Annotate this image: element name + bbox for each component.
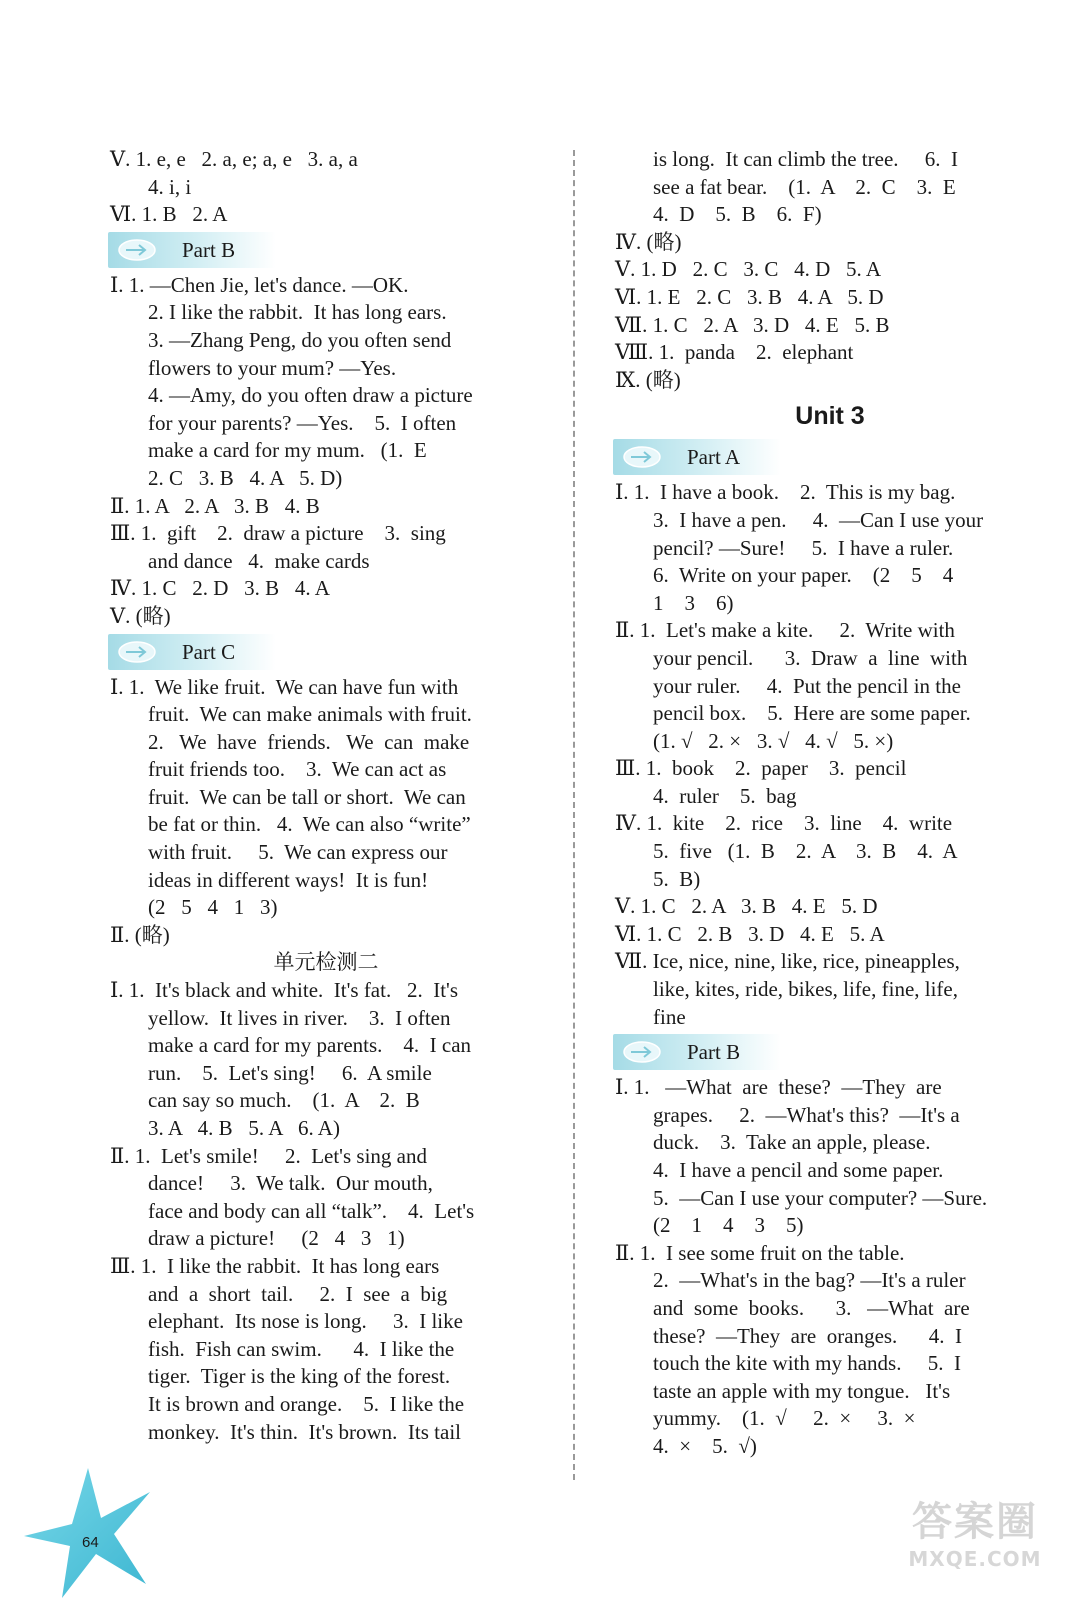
answer-line: like, kites, ride, bikes, life, fine, life,	[653, 977, 958, 1002]
answer-line: 4. D 5. B 6. F)	[653, 202, 822, 227]
answer-line: and a short tail. 2. I see a big	[148, 1281, 448, 1306]
answer-line: for your parents? —Yes. 5. I often	[148, 410, 457, 435]
answer-line: 4. —Amy, do you often draw a picture	[148, 383, 473, 408]
section-header-label: Part B	[687, 1040, 741, 1065]
answer-line: fruit. We can make animals with fruit.	[148, 702, 472, 727]
answer-line: make a card for my mum. (1. E	[148, 438, 427, 463]
answer-line: Ⅱ. (略)	[110, 922, 170, 947]
answer-line: Ⅱ. 1. Let's smile! 2. Let's sing and	[110, 1143, 427, 1168]
answer-line: (2 1 4 3 5)	[653, 1213, 804, 1238]
answer-line: Ⅳ. 1. C 2. D 3. B 4. A	[110, 576, 330, 601]
answer-line: Ⅲ. 1. book 2. paper 3. pencil	[615, 756, 907, 781]
answer-line: Ⅵ. 1. B 2. A	[110, 202, 228, 227]
unit-title: Unit 3	[795, 402, 865, 431]
section-header-part	[613, 439, 781, 475]
answer-line: Ⅷ. 1. panda 2. elephant	[615, 340, 854, 365]
answer-line: fine	[653, 1004, 686, 1029]
answer-line: 2. I like the rabbit. It has long ears.	[148, 300, 447, 325]
answer-line: dance! 3. We talk. Our mouth,	[148, 1171, 433, 1196]
section-header-label: Part C	[182, 639, 236, 664]
answer-line: see a fat bear. (1. A 2. C 3. E	[653, 174, 956, 199]
answer-line: Ⅵ. 1. E 2. C 3. B 4. A 5. D	[615, 284, 884, 309]
answer-line: these? —They are oranges. 4. I	[653, 1323, 963, 1348]
answer-line: fish. Fish can swim. 4. I like the	[148, 1336, 455, 1361]
answer-line: Ⅰ. 1. I have a book. 2. This is my bag.	[615, 480, 956, 505]
answer-line: face and body can all “talk”. 4. Let's	[148, 1198, 475, 1223]
answer-line: Ⅰ. 1. We like fruit. We can have fun with	[110, 674, 459, 699]
answer-line: (2 5 4 1 3)	[148, 895, 278, 920]
section-header-part	[108, 634, 276, 670]
section-header-label: Part B	[182, 237, 236, 262]
answer-line: Ⅰ. 1. —Chen Jie, let's dance. —OK.	[110, 272, 409, 297]
answer-line: can say so much. (1. A 2. B	[148, 1088, 420, 1113]
answer-column-right	[615, 146, 1045, 1461]
answer-line: 3. A 4. B 5. A 6. A)	[148, 1116, 340, 1140]
answer-line: 3. —Zhang Peng, do you often send	[148, 327, 452, 352]
answer-line: tiger. Tiger is the king of the forest.	[148, 1364, 451, 1389]
watermark-sub-text: MXQE.COM	[908, 1547, 1042, 1571]
answer-line: 5. —Can I use your computer? —Sure.	[653, 1185, 988, 1210]
answer-line: yellow. It lives in river. 3. I often	[148, 1005, 451, 1030]
answer-line: ideas in different ways! It is fun!	[148, 867, 429, 892]
answer-column-left	[110, 146, 542, 1446]
answer-line: Ⅴ. (略)	[110, 603, 171, 628]
answer-line: 4. I have a pencil and some paper.	[653, 1158, 944, 1182]
answer-line: elephant. Its nose is long. 3. I like	[148, 1309, 463, 1334]
arrow-icon	[623, 1041, 661, 1063]
answer-line: 1 3 6)	[653, 590, 734, 615]
section-header-part	[613, 1034, 781, 1070]
answer-line: It is brown and orange. 5. I like the	[148, 1391, 465, 1416]
answer-line: Ⅳ. 1. kite 2. rice 3. line 4. write	[615, 811, 953, 836]
arrow-icon	[118, 641, 156, 663]
answer-line: and some books. 3. —What are	[653, 1295, 970, 1320]
answer-line: 3. I have a pen. 4. —Can I use your	[653, 507, 984, 532]
answer-line: be fat or thin. 4. We can also “write”	[148, 812, 471, 837]
answer-line: Ⅶ. Ice, nice, nine, like, rice, pineapples,	[615, 949, 960, 974]
answer-line: 6. Write on your paper. (2 5 4	[653, 563, 954, 588]
answer-line: Ⅴ. 1. e, e 2. a, e; a, e 3. a, a	[110, 147, 358, 171]
answer-line: taste an apple with my tongue. It's	[653, 1378, 951, 1403]
column-divider	[573, 150, 575, 1480]
answer-line: 2. We have friends. We can make	[148, 729, 470, 754]
answer-line: with fruit. 5. We can express our	[148, 840, 448, 865]
answer-line: Ⅱ. 1. Let's make a kite. 2. Write with	[615, 618, 955, 643]
answer-line: Ⅰ. 1. —What are these? —They are	[615, 1075, 942, 1100]
answer-line: is long. It can climb the tree. 6. I	[653, 147, 959, 171]
answer-line: 4. ruler 5. bag	[653, 783, 797, 808]
section-header-part	[108, 232, 276, 268]
answer-line: draw a picture! (2 4 3 1)	[148, 1226, 405, 1251]
answer-line: fruit. We can be tall or short. We can	[148, 784, 466, 809]
answer-line: 2. —What's in the bag? —It's a ruler	[653, 1268, 966, 1293]
answer-line: yummy. (1. √ 2. × 3. ×	[653, 1406, 916, 1431]
answer-line: pencil? —Sure! 5. I have a ruler.	[653, 535, 954, 560]
answer-line: fruit friends too. 3. We can act as	[148, 757, 447, 782]
arrow-icon	[118, 239, 156, 261]
watermark-main-text: 答案圈	[912, 1499, 1038, 1545]
answer-line: 4. × 5. √)	[653, 1433, 757, 1458]
answer-line: your pencil. 3. Draw a line with	[653, 645, 968, 670]
answer-line: touch the kite with my hands. 5. I	[653, 1351, 961, 1376]
answer-line: 5. five (1. B 2. A 3. B 4. A	[653, 839, 958, 864]
page-number: 64	[82, 1534, 99, 1551]
answer-line: Ⅲ. 1. gift 2. draw a picture 3. sing	[110, 521, 446, 546]
answer-line: Ⅳ. (略)	[615, 229, 682, 254]
section-header-label: Part A	[687, 445, 741, 470]
answer-line: Ⅶ. 1. C 2. A 3. D 4. E 5. B	[615, 312, 890, 337]
answer-line: Ⅲ. 1. I like the rabbit. It has long ears	[110, 1253, 440, 1278]
watermark-logo	[900, 1490, 1050, 1590]
answer-line: Ⅴ. 1. D 2. C 3. C 4. D 5. A	[615, 257, 882, 282]
answer-line: Ⅴ. 1. C 2. A 3. B 4. E 5. D	[615, 894, 878, 919]
answer-line: run. 5. Let's sing! 6. A smile	[148, 1060, 432, 1085]
answer-line: Ⅱ. 1. I see some fruit on the table.	[615, 1240, 905, 1265]
starfish-icon	[18, 1462, 168, 1600]
answer-line: Ⅱ. 1. A 2. A 3. B 4. B	[110, 493, 320, 518]
answer-line: Ⅸ. (略)	[615, 367, 681, 392]
answer-line: duck. 3. Take an apple, please.	[653, 1130, 931, 1155]
answer-line: and dance 4. make cards	[148, 548, 370, 573]
answer-line: Ⅰ. 1. It's black and white. It's fat. 2. It's	[110, 978, 458, 1003]
answer-line: grapes. 2. —What's this? —It's a	[653, 1102, 960, 1127]
answer-line: Ⅵ. 1. C 2. B 3. D 4. E 5. A	[615, 921, 885, 946]
answer-line: 5. B)	[653, 866, 701, 891]
arrow-icon	[623, 446, 661, 468]
answer-line: 4. i, i	[148, 174, 192, 199]
answer-line: your ruler. 4. Put the pencil in the	[653, 673, 961, 698]
answer-line: (1. √ 2. × 3. √ 4. √ 5. ×)	[653, 728, 894, 753]
answer-line: make a card for my parents. 4. I can	[148, 1033, 472, 1058]
answer-line: flowers to your mum? —Yes.	[148, 355, 397, 380]
answer-line: pencil box. 5. Here are some paper.	[653, 701, 971, 726]
answer-line: 2. C 3. B 4. A 5. D)	[148, 465, 343, 490]
answer-line: monkey. It's thin. It's brown. Its tail	[148, 1419, 462, 1444]
test-heading: 单元检测二	[273, 950, 379, 975]
